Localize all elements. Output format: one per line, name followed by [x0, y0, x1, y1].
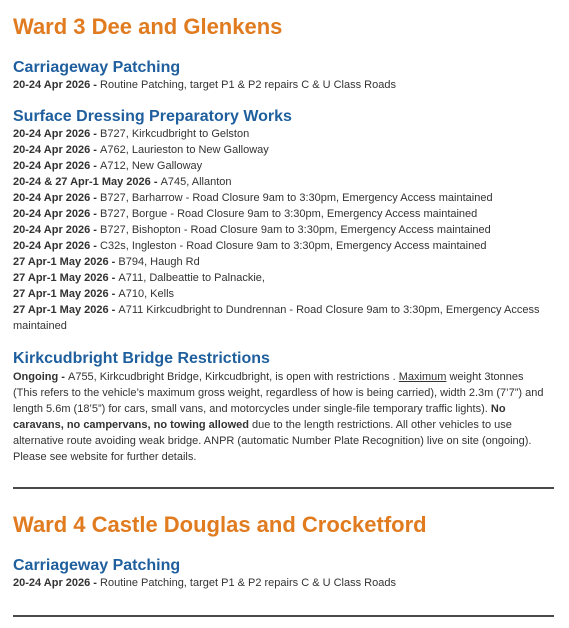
row-text: A711, Dalbeattie to Palnackie,: [118, 272, 265, 284]
list-item: [13, 77, 553, 93]
ward-4-title: Ward 4 Castle Douglas and Crocketford: [13, 512, 427, 537]
section-divider: [13, 615, 554, 617]
list-item: [13, 302, 553, 334]
ward-3-surface-list: [13, 126, 553, 334]
row-date: 20-24 Apr 2026 -: [13, 577, 101, 589]
list-item: [13, 158, 553, 174]
ward-4-carriageway-heading: Carriageway Patching: [13, 557, 181, 574]
list-item: [13, 142, 553, 158]
row-text: B727, Borgue - Road Closure 9am to 3:30pm, Emergency Access maintained: [100, 208, 478, 220]
list-item: [13, 174, 553, 190]
row-text: C32s, Ingleston - Road Closure 9am to 3:30pm, Emergency Access maintained: [100, 240, 487, 252]
row-text: A712, New Galloway: [100, 160, 203, 172]
row-date: 27 Apr-1 May 2026 -: [13, 272, 119, 284]
row-text: B794, Haugh Rd: [118, 256, 200, 268]
list-item: [13, 126, 553, 142]
bridge-text-1: A755, Kirkcudbright Bridge, Kirkcudbright, is open with restrictions .: [67, 371, 399, 383]
row-text: A711 Kirkcudbright to Dundrennan - Road Closure 9am to 3:30pm, Emergency Access maintained: [13, 304, 540, 332]
list-item: [13, 238, 553, 254]
row-text: A710, Kells: [118, 288, 175, 300]
ward-3-bridge-paragraph: [13, 369, 549, 465]
row-text: Routine Patching, target P1 & P2 repairs C & U Class Roads: [100, 79, 396, 91]
list-item: [13, 222, 553, 238]
row-text: A745, Allanton: [160, 176, 232, 188]
bridge-text-2: weight 3tonnes (This refers to the vehicle’s maximum gross weight, regardless of how is being carried), width 2.3m (7’7”) and length 5.6m (18’5”) for cars, small vans, and motorcycles under single-file temporary traffic lights).: [13, 371, 544, 415]
ward-4-carriageway-list: [13, 575, 553, 591]
section-divider: [13, 487, 554, 489]
row-date: 20-24 Apr 2026 -: [13, 128, 101, 140]
row-date: 20-24 Apr 2026 -: [13, 79, 101, 91]
ward-3-bridge-heading: Kirkcudbright Bridge Restrictions: [13, 350, 270, 367]
row-text: B727, Barharrow - Road Closure 9am to 3:30pm, Emergency Access maintained: [100, 192, 493, 204]
row-text: B727, Kirkcudbright to Gelston: [100, 128, 250, 140]
row-text: B727, Bishopton - Road Closure 9am to 3:30pm, Emergency Access maintained: [100, 224, 491, 236]
row-date: 27 Apr-1 May 2026 -: [13, 256, 119, 268]
row-date: 20-24 Apr 2026 -: [13, 160, 101, 172]
row-text: A762, Laurieston to New Galloway: [100, 144, 269, 156]
row-date: 20-24 Apr 2026 -: [13, 208, 101, 220]
list-item: [13, 270, 553, 286]
ward-3-title: Ward 3 Dee and Glenkens: [13, 14, 283, 39]
row-date: 20-24 Apr 2026 -: [13, 240, 101, 252]
row-date: 20-24 Apr 2026 -: [13, 144, 101, 156]
list-item: [13, 206, 553, 222]
bridge-text-3: due to the length restrictions. All other vehicles to use alternative route avoiding weak bridge. ANPR (automatic Number Plate Recognition) live on site (ongoing). Please see website for further details.: [13, 419, 532, 463]
row-date: 20-24 & 27 Apr-1 May 2026 -: [13, 176, 161, 188]
list-item: [13, 190, 553, 206]
bridge-lead: Ongoing -: [13, 371, 68, 383]
list-item: [13, 575, 553, 591]
row-date: 20-24 Apr 2026 -: [13, 224, 101, 236]
bridge-underlined: Maximum: [398, 371, 447, 383]
row-date: 20-24 Apr 2026 -: [13, 192, 101, 204]
ward-3-carriageway-list: [13, 77, 553, 93]
list-item: [13, 286, 553, 302]
ward-3-surface-heading: Surface Dressing Preparatory Works: [13, 108, 292, 125]
row-date: 27 Apr-1 May 2026 -: [13, 304, 119, 316]
bridge-bold-warning: No caravans, no campervans, no towing allowed: [13, 403, 506, 431]
list-item: [13, 254, 553, 270]
ward-3-carriageway-heading: Carriageway Patching: [13, 59, 181, 76]
row-date: 27 Apr-1 May 2026 -: [13, 288, 119, 300]
row-text: Routine Patching, target P1 & P2 repairs C & U Class Roads: [100, 577, 396, 589]
